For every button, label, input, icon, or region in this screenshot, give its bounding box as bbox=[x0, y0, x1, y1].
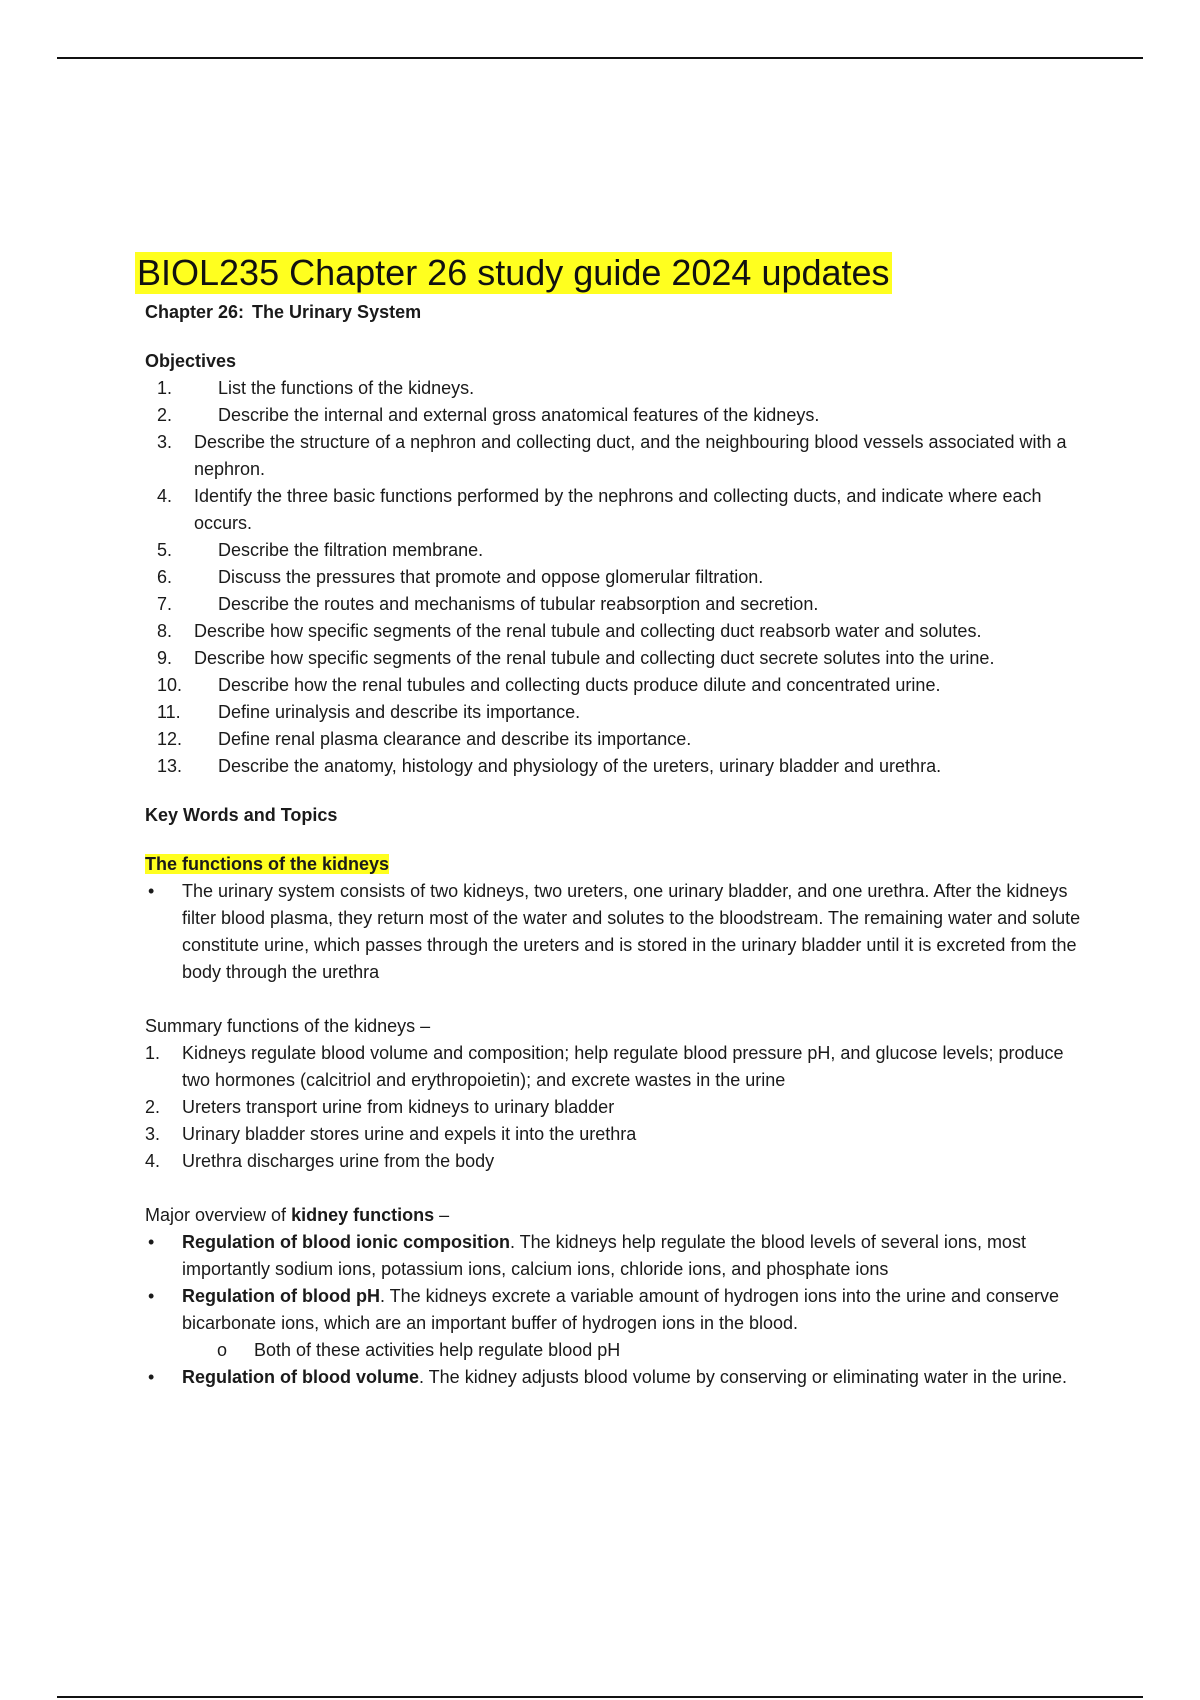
item-text: Define urinalysis and describe its importance. bbox=[218, 702, 581, 722]
list-item bbox=[145, 699, 1085, 726]
bullet-icon: • bbox=[148, 1286, 155, 1306]
overview-heading-prefix: Major overview of bbox=[145, 1205, 287, 1225]
item-text: Describe how specific segments of the renal tubule and collecting duct secrete solutes into the urine. bbox=[194, 648, 995, 668]
list-item bbox=[145, 591, 1085, 618]
list-item bbox=[145, 1094, 1085, 1121]
list-item bbox=[145, 1229, 1085, 1283]
list-item bbox=[145, 753, 1085, 780]
item-number: 5. bbox=[157, 540, 173, 560]
item-text: Discuss the pressures that promote and oppose glomerular filtration. bbox=[218, 567, 764, 587]
chapter-label: Chapter 26: bbox=[145, 302, 245, 322]
list-item bbox=[145, 402, 1085, 429]
item-text: Describe the filtration membrane. bbox=[218, 540, 484, 560]
item-text: Identify the three basic functions performed by the nephrons and collecting ducts, and indicate where each occurs. bbox=[194, 486, 1042, 533]
chapter-name: The Urinary System bbox=[252, 302, 422, 322]
item-text: Define renal plasma clearance and describe its importance. bbox=[218, 729, 692, 749]
list-item bbox=[145, 375, 1085, 402]
item-number: 3. bbox=[157, 432, 173, 452]
overview-heading bbox=[145, 1202, 1085, 1229]
list-item bbox=[145, 1364, 1085, 1391]
overview-heading-bold: kidney functions bbox=[291, 1205, 435, 1225]
chapter-subtitle bbox=[145, 299, 1085, 326]
item-number: 3. bbox=[145, 1124, 161, 1144]
item-text: . The kidney adjusts blood volume by conserving or eliminating water in the urine. bbox=[419, 1367, 1068, 1387]
item-number: 8. bbox=[157, 621, 173, 641]
item-number: 9. bbox=[157, 648, 173, 668]
list-item bbox=[145, 1148, 1085, 1175]
item-text: List the functions of the kidneys. bbox=[218, 378, 475, 398]
item-text: . The kidneys help regulate the blood levels of several ions, most importantly sodium ions, potassium ions, calcium ions, chloride ions, and phosphate ions bbox=[182, 1232, 1026, 1279]
item-number: 2. bbox=[145, 1097, 161, 1117]
item-number: 13. bbox=[157, 756, 183, 776]
objectives-heading: Objectives bbox=[145, 351, 237, 371]
item-text: Kidneys regulate blood volume and composition; help regulate blood pressure pH, and glucose levels; produce two hormones (calcitriol and erythropoietin); and excrete wastes in the urine bbox=[182, 1043, 1064, 1090]
list-item bbox=[145, 483, 1085, 537]
item-number: 4. bbox=[145, 1151, 161, 1171]
item-bold: Regulation of blood ionic composition bbox=[182, 1232, 510, 1252]
item-text: Describe the structure of a nephron and collecting duct, and the neighbouring blood vessels associated with a nephron. bbox=[194, 432, 1067, 479]
functions-heading-text: The functions of the kidneys bbox=[145, 854, 390, 874]
list-item bbox=[145, 726, 1085, 753]
list-item bbox=[145, 537, 1085, 564]
item-text: Describe how specific segments of the renal tubule and collecting duct reabsorb water and solutes. bbox=[194, 621, 982, 641]
objectives-list bbox=[145, 375, 1085, 780]
overview-heading-suffix: – bbox=[439, 1205, 450, 1225]
item-text: Urinary bladder stores urine and expels it into the urethra bbox=[182, 1124, 637, 1144]
item-text: Describe how the renal tubules and collecting ducts produce dilute and concentrated urine. bbox=[218, 675, 941, 695]
list-item bbox=[145, 1283, 1085, 1337]
list-item bbox=[145, 672, 1085, 699]
item-text: . The kidneys excrete a variable amount of hydrogen ions into the urine and conserve bicarbonate ions, which are an important buffer of hydrogen ions in the blood. bbox=[182, 1286, 1060, 1333]
item-text: Urethra discharges urine from the body bbox=[182, 1151, 495, 1171]
list-item bbox=[145, 645, 1085, 672]
key-words-heading: Key Words and Topics bbox=[145, 805, 338, 825]
sub-list-item bbox=[145, 1337, 1085, 1364]
list-item bbox=[145, 878, 1085, 986]
list-item bbox=[145, 429, 1085, 483]
item-number: 11. bbox=[157, 702, 181, 722]
item-text: Both of these activities help regulate blood pH bbox=[254, 1340, 621, 1360]
list-item bbox=[145, 618, 1085, 645]
list-item bbox=[145, 1121, 1085, 1148]
item-number: 12. bbox=[157, 729, 183, 749]
item-text: The urinary system consists of two kidneys, two ureters, one urinary bladder, and one urethra. After the kidneys filter blood plasma, they return most of the water and solutes to the bloodstream. The remaining water and solute constitute urine, which passes through the ureters and is stored in the urinary bladder until it is excreted from the body through the urethra bbox=[182, 881, 1081, 982]
circle-bullet-icon: o bbox=[217, 1340, 228, 1360]
overview-list bbox=[145, 1229, 1085, 1337]
page-title: BIOL235 Chapter 26 study guide 2024 updates bbox=[137, 252, 890, 293]
item-bold: Regulation of blood pH bbox=[182, 1286, 380, 1306]
item-number: 1. bbox=[145, 1043, 161, 1063]
bullet-icon: • bbox=[148, 1232, 155, 1252]
bullet-icon: • bbox=[148, 881, 155, 901]
summary-list bbox=[145, 1040, 1085, 1175]
item-text: Ureters transport urine from kidneys to urinary bladder bbox=[182, 1097, 615, 1117]
bullet-icon: • bbox=[148, 1367, 155, 1387]
item-number: 7. bbox=[157, 594, 173, 614]
document-body bbox=[137, 252, 1085, 1391]
item-bold: Regulation of blood volume bbox=[182, 1367, 419, 1387]
bottom-rule bbox=[57, 1696, 1143, 1698]
item-text: Describe the anatomy, histology and physiology of the ureters, urinary bladder and urethra. bbox=[218, 756, 942, 776]
functions-heading bbox=[145, 851, 1085, 878]
overview-list-continued bbox=[145, 1364, 1085, 1391]
item-number: 4. bbox=[157, 486, 173, 506]
list-item bbox=[145, 564, 1085, 591]
item-number: 1. bbox=[157, 378, 173, 398]
top-rule bbox=[57, 57, 1143, 59]
functions-list bbox=[145, 878, 1085, 986]
item-number: 6. bbox=[157, 567, 173, 587]
item-number: 2. bbox=[157, 405, 173, 425]
summary-heading: Summary functions of the kidneys – bbox=[145, 1016, 431, 1036]
item-text: Describe the routes and mechanisms of tubular reabsorption and secretion. bbox=[218, 594, 819, 614]
item-text: Describe the internal and external gross anatomical features of the kidneys. bbox=[218, 405, 820, 425]
item-number: 10. bbox=[157, 675, 183, 695]
list-item bbox=[145, 1040, 1085, 1094]
